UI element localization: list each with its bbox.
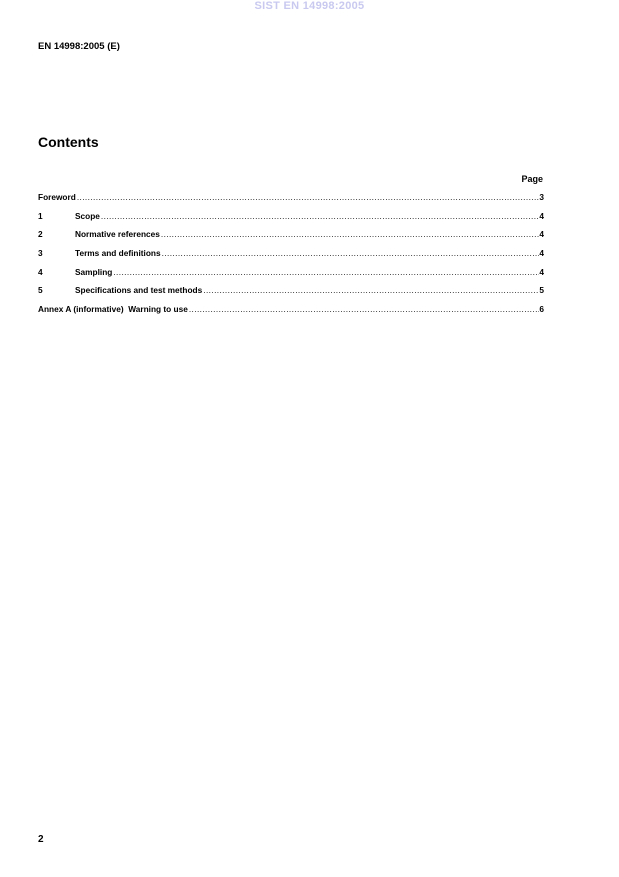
toc-entry-page: 4 [539,248,544,259]
toc-entry-title: Foreword [38,192,76,202]
toc-entry-page: 4 [539,266,544,277]
toc-entry-title: Normative references [75,229,160,240]
toc-entry-page: 4 [539,210,544,221]
document-id: EN 14998:2005 (E) [38,41,120,52]
toc-entry-annex-a[interactable] [38,304,544,323]
page-column-label: Page [521,174,543,184]
table-of-contents [38,192,544,323]
toc-dot-leader [203,285,539,295]
toc-dot-leader [113,267,539,277]
toc-dot-leader [101,211,539,221]
toc-dot-leader [161,229,540,239]
toc-dot-leader [162,248,540,258]
toc-entry-title: Scope [75,210,100,221]
toc-entry-number: 5 [38,285,43,296]
toc-entry-page: 5 [539,285,544,296]
toc-entry-sampling[interactable] [38,267,544,286]
toc-entry-number: 4 [38,266,43,277]
toc-entry-normative-references[interactable] [38,229,544,248]
contents-heading: Contents [38,134,99,150]
toc-entry-foreword[interactable] [38,192,544,211]
toc-entry-title: Annex A (informative) Warning to use [38,304,188,315]
toc-dot-leader [189,304,540,314]
toc-entry-title: Sampling [75,266,113,277]
toc-entry-page: 6 [539,304,544,315]
toc-entry-specifications-and-test-methods[interactable] [38,285,544,304]
page-number: 2 [38,834,44,845]
toc-entry-title: Terms and definitions [75,248,161,259]
toc-entry-number: 3 [38,248,43,259]
toc-entry-number: 2 [38,229,43,240]
toc-entry-page: 4 [539,229,544,240]
toc-entry-number: 1 [38,210,43,221]
toc-dot-leader [77,192,540,202]
watermark: SIST EN 14998:2005 [254,0,365,12]
toc-entry-title: Specifications and test methods [75,285,203,296]
toc-entry-page: 3 [539,192,544,202]
toc-entry-scope[interactable] [38,211,544,230]
toc-entry-terms-and-definitions[interactable] [38,248,544,267]
